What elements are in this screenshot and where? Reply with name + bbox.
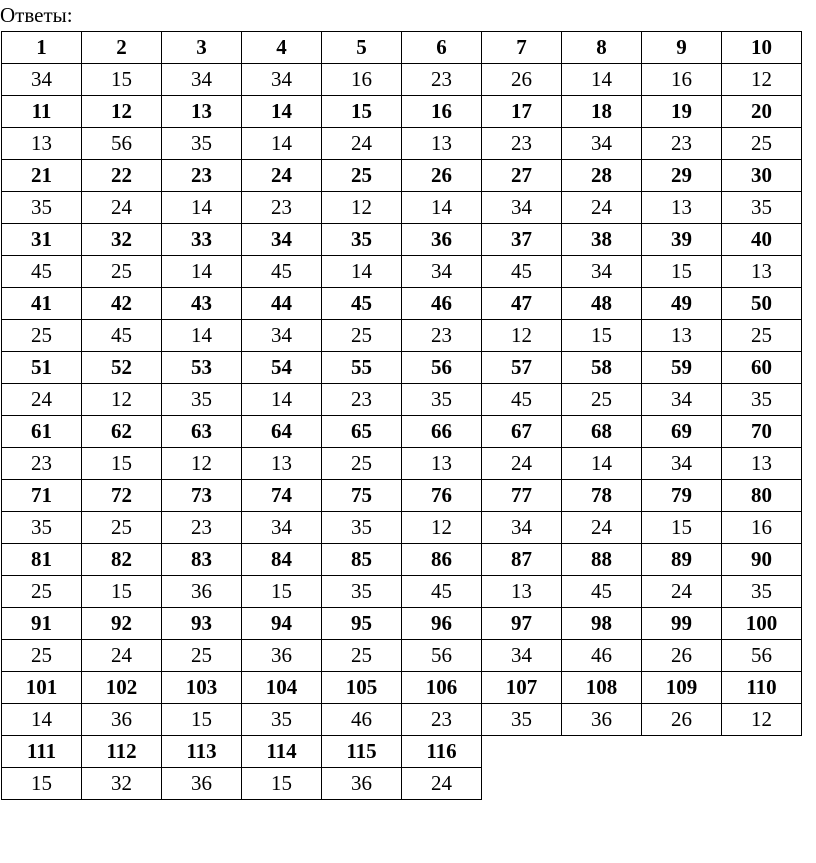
question-number-cell: 62 bbox=[82, 416, 162, 448]
question-number-cell: 84 bbox=[242, 544, 322, 576]
question-number-cell: 104 bbox=[242, 672, 322, 704]
answer-cell: 36 bbox=[162, 768, 242, 800]
answer-cell: 12 bbox=[482, 320, 562, 352]
question-number-cell: 25 bbox=[322, 160, 402, 192]
question-number-row bbox=[2, 32, 802, 64]
answer-cell: 24 bbox=[82, 640, 162, 672]
answer-cell: 32 bbox=[82, 768, 162, 800]
question-number-cell: 5 bbox=[322, 32, 402, 64]
answer-cell: 16 bbox=[642, 64, 722, 96]
answer-cell: 45 bbox=[482, 256, 562, 288]
answer-cell: 45 bbox=[242, 256, 322, 288]
answer-cell: 45 bbox=[82, 320, 162, 352]
question-number-cell: 11 bbox=[2, 96, 82, 128]
answers-table bbox=[1, 31, 802, 800]
answer-cell: 34 bbox=[242, 512, 322, 544]
answer-cell: 34 bbox=[642, 448, 722, 480]
question-number-cell: 39 bbox=[642, 224, 722, 256]
question-number-cell: 8 bbox=[562, 32, 642, 64]
answer-cell: 24 bbox=[2, 384, 82, 416]
question-number-row bbox=[2, 608, 802, 640]
answer-cell: 14 bbox=[562, 448, 642, 480]
question-number-cell: 3 bbox=[162, 32, 242, 64]
question-number-row bbox=[2, 416, 802, 448]
question-number-cell: 78 bbox=[562, 480, 642, 512]
answer-cell: 23 bbox=[642, 128, 722, 160]
answer-cell: 14 bbox=[162, 320, 242, 352]
answer-cell: 23 bbox=[482, 128, 562, 160]
answer-cell: 36 bbox=[242, 640, 322, 672]
question-number-cell: 22 bbox=[82, 160, 162, 192]
answer-cell: 24 bbox=[82, 192, 162, 224]
answer-cell: 14 bbox=[562, 64, 642, 96]
question-number-cell: 101 bbox=[2, 672, 82, 704]
question-number-cell: 86 bbox=[402, 544, 482, 576]
question-number-cell: 12 bbox=[82, 96, 162, 128]
answer-cell: 25 bbox=[2, 640, 82, 672]
answer-cell: 15 bbox=[82, 64, 162, 96]
question-number-cell: 7 bbox=[482, 32, 562, 64]
question-number-cell: 35 bbox=[322, 224, 402, 256]
question-number-cell: 15 bbox=[322, 96, 402, 128]
answer-cell: 15 bbox=[642, 256, 722, 288]
answer-cell: 14 bbox=[402, 192, 482, 224]
question-number-cell: 6 bbox=[402, 32, 482, 64]
answer-cell: 45 bbox=[402, 576, 482, 608]
question-number-cell: 24 bbox=[242, 160, 322, 192]
question-number-cell: 95 bbox=[322, 608, 402, 640]
answer-cell: 14 bbox=[162, 192, 242, 224]
question-number-cell: 80 bbox=[722, 480, 802, 512]
question-number-cell: 41 bbox=[2, 288, 82, 320]
answer-cell: 23 bbox=[402, 64, 482, 96]
answer-cell: 24 bbox=[402, 768, 482, 800]
question-number-cell: 59 bbox=[642, 352, 722, 384]
question-number-cell: 38 bbox=[562, 224, 642, 256]
answer-cell: 15 bbox=[82, 448, 162, 480]
answer-cell: 25 bbox=[562, 384, 642, 416]
question-number-row bbox=[2, 352, 802, 384]
question-number-cell: 53 bbox=[162, 352, 242, 384]
answer-cell: 24 bbox=[562, 512, 642, 544]
question-number-cell: 71 bbox=[2, 480, 82, 512]
answer-cell: 35 bbox=[162, 384, 242, 416]
empty-cell bbox=[722, 736, 802, 768]
answer-row bbox=[2, 128, 802, 160]
question-number-cell: 94 bbox=[242, 608, 322, 640]
answer-cell: 15 bbox=[2, 768, 82, 800]
empty-cell bbox=[482, 736, 562, 768]
answer-cell: 25 bbox=[162, 640, 242, 672]
question-number-cell: 57 bbox=[482, 352, 562, 384]
question-number-cell: 55 bbox=[322, 352, 402, 384]
question-number-cell: 74 bbox=[242, 480, 322, 512]
answer-cell: 12 bbox=[82, 384, 162, 416]
question-number-cell: 26 bbox=[402, 160, 482, 192]
question-number-cell: 69 bbox=[642, 416, 722, 448]
question-number-cell: 67 bbox=[482, 416, 562, 448]
question-number-cell: 45 bbox=[322, 288, 402, 320]
question-number-cell: 91 bbox=[2, 608, 82, 640]
answer-cell: 36 bbox=[322, 768, 402, 800]
answer-row bbox=[2, 576, 802, 608]
answer-cell: 14 bbox=[162, 256, 242, 288]
answer-cell: 35 bbox=[2, 192, 82, 224]
answer-cell: 25 bbox=[322, 320, 402, 352]
question-number-cell: 49 bbox=[642, 288, 722, 320]
answer-row bbox=[2, 64, 802, 96]
question-number-cell: 70 bbox=[722, 416, 802, 448]
question-number-cell: 83 bbox=[162, 544, 242, 576]
answer-cell: 34 bbox=[562, 256, 642, 288]
answer-cell: 35 bbox=[722, 576, 802, 608]
answer-cell: 23 bbox=[402, 320, 482, 352]
question-number-cell: 112 bbox=[82, 736, 162, 768]
answer-cell: 25 bbox=[322, 448, 402, 480]
answer-cell: 16 bbox=[322, 64, 402, 96]
answer-row bbox=[2, 320, 802, 352]
question-number-cell: 34 bbox=[242, 224, 322, 256]
answer-cell: 24 bbox=[642, 576, 722, 608]
question-number-row bbox=[2, 480, 802, 512]
answer-cell: 35 bbox=[162, 128, 242, 160]
answer-cell: 25 bbox=[722, 128, 802, 160]
answer-cell: 36 bbox=[82, 704, 162, 736]
answer-cell: 16 bbox=[722, 512, 802, 544]
answer-cell: 45 bbox=[482, 384, 562, 416]
answer-cell: 56 bbox=[722, 640, 802, 672]
answer-cell: 13 bbox=[722, 256, 802, 288]
question-number-cell: 9 bbox=[642, 32, 722, 64]
question-number-cell: 30 bbox=[722, 160, 802, 192]
question-number-cell: 64 bbox=[242, 416, 322, 448]
question-number-cell: 103 bbox=[162, 672, 242, 704]
answer-cell: 15 bbox=[562, 320, 642, 352]
answer-cell: 14 bbox=[242, 384, 322, 416]
question-number-cell: 113 bbox=[162, 736, 242, 768]
question-number-cell: 100 bbox=[722, 608, 802, 640]
empty-cell bbox=[642, 768, 722, 800]
question-number-cell: 72 bbox=[82, 480, 162, 512]
answer-cell: 25 bbox=[2, 576, 82, 608]
question-number-row bbox=[2, 672, 802, 704]
question-number-cell: 93 bbox=[162, 608, 242, 640]
question-number-cell: 19 bbox=[642, 96, 722, 128]
question-number-cell: 98 bbox=[562, 608, 642, 640]
answer-cell: 45 bbox=[562, 576, 642, 608]
question-number-cell: 65 bbox=[322, 416, 402, 448]
question-number-cell: 1 bbox=[2, 32, 82, 64]
question-number-cell: 76 bbox=[402, 480, 482, 512]
answer-cell: 34 bbox=[482, 192, 562, 224]
answer-cell: 15 bbox=[642, 512, 722, 544]
question-number-cell: 4 bbox=[242, 32, 322, 64]
question-number-cell: 13 bbox=[162, 96, 242, 128]
question-number-cell: 37 bbox=[482, 224, 562, 256]
answer-cell: 36 bbox=[162, 576, 242, 608]
answer-cell: 23 bbox=[242, 192, 322, 224]
answer-cell: 26 bbox=[482, 64, 562, 96]
question-number-cell: 85 bbox=[322, 544, 402, 576]
answer-row bbox=[2, 640, 802, 672]
answer-cell: 46 bbox=[562, 640, 642, 672]
answer-cell: 34 bbox=[162, 64, 242, 96]
question-number-cell: 105 bbox=[322, 672, 402, 704]
question-number-cell: 75 bbox=[322, 480, 402, 512]
question-number-cell: 63 bbox=[162, 416, 242, 448]
question-number-cell: 110 bbox=[722, 672, 802, 704]
question-number-cell: 44 bbox=[242, 288, 322, 320]
answer-cell: 26 bbox=[642, 640, 722, 672]
answer-cell: 12 bbox=[722, 704, 802, 736]
answer-row bbox=[2, 448, 802, 480]
question-number-cell: 107 bbox=[482, 672, 562, 704]
question-number-cell: 60 bbox=[722, 352, 802, 384]
answer-cell: 13 bbox=[642, 192, 722, 224]
answer-cell: 34 bbox=[242, 64, 322, 96]
question-number-cell: 29 bbox=[642, 160, 722, 192]
answer-cell: 13 bbox=[2, 128, 82, 160]
answer-cell: 45 bbox=[2, 256, 82, 288]
answer-cell: 34 bbox=[482, 512, 562, 544]
answer-cell: 35 bbox=[2, 512, 82, 544]
question-number-cell: 108 bbox=[562, 672, 642, 704]
question-number-cell: 109 bbox=[642, 672, 722, 704]
question-number-cell: 40 bbox=[722, 224, 802, 256]
answer-cell: 14 bbox=[242, 128, 322, 160]
question-number-cell: 54 bbox=[242, 352, 322, 384]
empty-cell bbox=[562, 768, 642, 800]
answer-cell: 13 bbox=[402, 448, 482, 480]
answer-cell: 13 bbox=[642, 320, 722, 352]
question-number-cell: 77 bbox=[482, 480, 562, 512]
question-number-cell: 96 bbox=[402, 608, 482, 640]
question-number-cell: 82 bbox=[82, 544, 162, 576]
question-number-cell: 31 bbox=[2, 224, 82, 256]
answer-cell: 35 bbox=[322, 512, 402, 544]
question-number-cell: 17 bbox=[482, 96, 562, 128]
answer-cell: 24 bbox=[322, 128, 402, 160]
question-number-cell: 52 bbox=[82, 352, 162, 384]
answer-cell: 35 bbox=[722, 384, 802, 416]
answer-cell: 56 bbox=[402, 640, 482, 672]
answer-cell: 34 bbox=[242, 320, 322, 352]
question-number-cell: 48 bbox=[562, 288, 642, 320]
question-number-cell: 116 bbox=[402, 736, 482, 768]
answer-cell: 25 bbox=[722, 320, 802, 352]
question-number-cell: 32 bbox=[82, 224, 162, 256]
question-number-cell: 43 bbox=[162, 288, 242, 320]
empty-cell bbox=[482, 768, 562, 800]
answer-cell: 25 bbox=[82, 512, 162, 544]
question-number-cell: 99 bbox=[642, 608, 722, 640]
answer-row bbox=[2, 768, 802, 800]
answer-cell: 36 bbox=[562, 704, 642, 736]
question-number-cell: 14 bbox=[242, 96, 322, 128]
question-number-cell: 68 bbox=[562, 416, 642, 448]
question-number-row bbox=[2, 736, 802, 768]
question-number-row bbox=[2, 224, 802, 256]
answer-cell: 24 bbox=[562, 192, 642, 224]
answer-cell: 12 bbox=[722, 64, 802, 96]
answer-cell: 34 bbox=[402, 256, 482, 288]
answer-cell: 13 bbox=[402, 128, 482, 160]
question-number-cell: 61 bbox=[2, 416, 82, 448]
answer-cell: 35 bbox=[402, 384, 482, 416]
question-number-row bbox=[2, 544, 802, 576]
question-number-row bbox=[2, 160, 802, 192]
answer-cell: 35 bbox=[482, 704, 562, 736]
answer-cell: 35 bbox=[322, 576, 402, 608]
question-number-cell: 115 bbox=[322, 736, 402, 768]
empty-cell bbox=[562, 736, 642, 768]
question-number-row bbox=[2, 288, 802, 320]
answer-cell: 34 bbox=[2, 64, 82, 96]
question-number-cell: 56 bbox=[402, 352, 482, 384]
question-number-cell: 79 bbox=[642, 480, 722, 512]
question-number-cell: 66 bbox=[402, 416, 482, 448]
empty-cell bbox=[722, 768, 802, 800]
answer-cell: 13 bbox=[242, 448, 322, 480]
answer-cell: 13 bbox=[722, 448, 802, 480]
answer-cell: 34 bbox=[562, 128, 642, 160]
answer-cell: 46 bbox=[322, 704, 402, 736]
question-number-row bbox=[2, 96, 802, 128]
answer-cell: 15 bbox=[242, 576, 322, 608]
answer-row bbox=[2, 256, 802, 288]
question-number-cell: 46 bbox=[402, 288, 482, 320]
question-number-cell: 36 bbox=[402, 224, 482, 256]
question-number-cell: 97 bbox=[482, 608, 562, 640]
answers-heading: Ответы: bbox=[0, 3, 73, 27]
answer-cell: 23 bbox=[402, 704, 482, 736]
question-number-cell: 20 bbox=[722, 96, 802, 128]
answer-cell: 25 bbox=[322, 640, 402, 672]
question-number-cell: 33 bbox=[162, 224, 242, 256]
question-number-cell: 28 bbox=[562, 160, 642, 192]
question-number-cell: 114 bbox=[242, 736, 322, 768]
answer-cell: 24 bbox=[482, 448, 562, 480]
question-number-cell: 2 bbox=[82, 32, 162, 64]
answers-table-body bbox=[2, 32, 802, 800]
answer-cell: 12 bbox=[322, 192, 402, 224]
answer-row bbox=[2, 192, 802, 224]
question-number-cell: 90 bbox=[722, 544, 802, 576]
question-number-cell: 73 bbox=[162, 480, 242, 512]
question-number-cell: 27 bbox=[482, 160, 562, 192]
answer-cell: 12 bbox=[402, 512, 482, 544]
answer-row bbox=[2, 512, 802, 544]
question-number-cell: 51 bbox=[2, 352, 82, 384]
answer-cell: 15 bbox=[162, 704, 242, 736]
question-number-cell: 42 bbox=[82, 288, 162, 320]
question-number-cell: 88 bbox=[562, 544, 642, 576]
answer-cell: 14 bbox=[322, 256, 402, 288]
question-number-cell: 47 bbox=[482, 288, 562, 320]
answer-cell: 25 bbox=[82, 256, 162, 288]
question-number-cell: 58 bbox=[562, 352, 642, 384]
answer-cell: 23 bbox=[162, 512, 242, 544]
question-number-cell: 18 bbox=[562, 96, 642, 128]
question-number-cell: 81 bbox=[2, 544, 82, 576]
question-number-cell: 106 bbox=[402, 672, 482, 704]
question-number-cell: 21 bbox=[2, 160, 82, 192]
answer-cell: 34 bbox=[642, 384, 722, 416]
answer-cell: 35 bbox=[242, 704, 322, 736]
question-number-cell: 23 bbox=[162, 160, 242, 192]
question-number-cell: 16 bbox=[402, 96, 482, 128]
question-number-cell: 10 bbox=[722, 32, 802, 64]
answer-cell: 35 bbox=[722, 192, 802, 224]
answer-cell: 23 bbox=[322, 384, 402, 416]
answer-cell: 15 bbox=[242, 768, 322, 800]
answer-cell: 13 bbox=[482, 576, 562, 608]
answer-cell: 23 bbox=[2, 448, 82, 480]
answer-cell: 25 bbox=[2, 320, 82, 352]
answer-cell: 14 bbox=[2, 704, 82, 736]
answer-cell: 34 bbox=[482, 640, 562, 672]
empty-cell bbox=[642, 736, 722, 768]
answer-cell: 12 bbox=[162, 448, 242, 480]
answer-row bbox=[2, 704, 802, 736]
answer-row bbox=[2, 384, 802, 416]
question-number-cell: 92 bbox=[82, 608, 162, 640]
answer-cell: 15 bbox=[82, 576, 162, 608]
question-number-cell: 87 bbox=[482, 544, 562, 576]
question-number-cell: 89 bbox=[642, 544, 722, 576]
answer-cell: 56 bbox=[82, 128, 162, 160]
question-number-cell: 102 bbox=[82, 672, 162, 704]
answer-cell: 26 bbox=[642, 704, 722, 736]
question-number-cell: 111 bbox=[2, 736, 82, 768]
question-number-cell: 50 bbox=[722, 288, 802, 320]
